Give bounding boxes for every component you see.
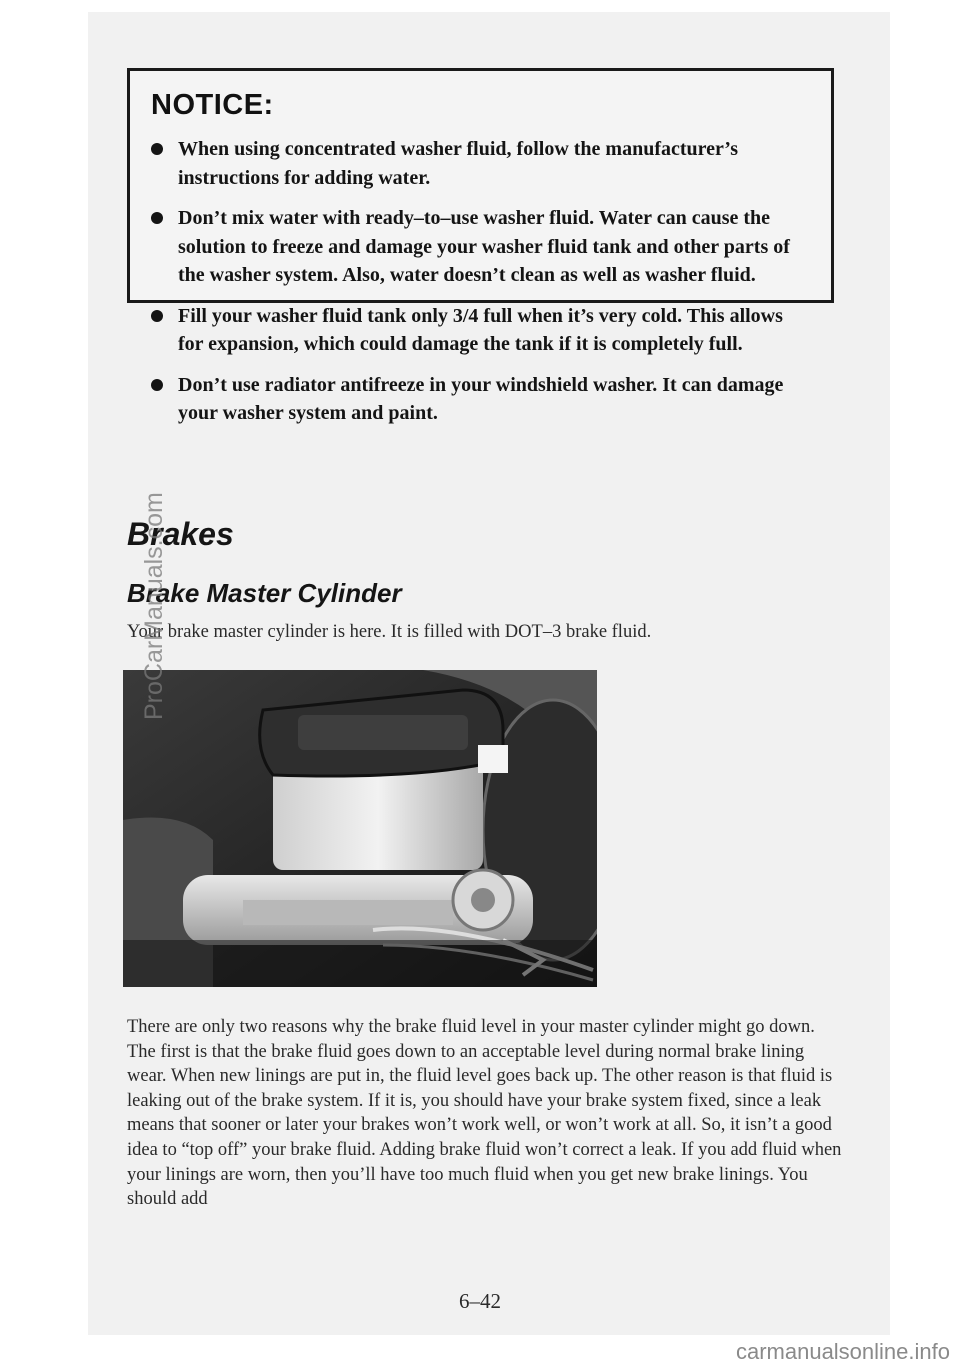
bullet-icon	[151, 379, 163, 391]
bullet-icon	[151, 143, 163, 155]
notice-item: When using concentrated washer fluid, follow the manufacturer’s instructions for adding water.	[130, 135, 831, 192]
body-text: There are only two reasons why the brake fluid level in your master cylinder might go down. The first is that the brake fluid goes down to an acceptable level during normal brake lining wear. When new linings are put in, the fluid level goes back up. The other reason is that fluid is leaking out of the brake system. If it is, you should have your brake system fixed, since a leak means that sooner or later your brakes won’t work well, or won’t work at all. So, it isn’t a good idea to “top off” your brake fluid. Adding brake fluid won’t correct a leak. If you add fluid when your linings are worn, then you’ll have too much fluid when you get new brake linings. You should add	[127, 1017, 842, 1210]
brake-master-cylinder-photo	[123, 670, 597, 987]
bullet-icon	[151, 310, 163, 322]
notice-list	[130, 135, 831, 440]
bottom-watermark: carmanualsonline.info	[735, 1339, 950, 1364]
notice-item: Fill your washer fluid tank only 3/4 full when it’s very cold. This allows for expansion, which could damage the tank if it is completely full.	[130, 302, 831, 359]
notice-title: NOTICE:	[151, 89, 274, 121]
bullet-icon	[151, 212, 163, 224]
page-number: 6–42	[459, 1289, 501, 1313]
brake-master-cylinder-image	[123, 670, 597, 987]
side-watermark: ProCarManuals.com	[140, 492, 168, 720]
notice-item: Don’t use radiator antifreeze in your windshield washer. It can damage your washer system and paint.	[130, 371, 831, 428]
notice-box	[127, 68, 834, 424]
section-title: Brakes	[127, 516, 234, 552]
intro-text: Your brake master cylinder is here. It is filled with DOT–3 brake fluid.	[127, 622, 652, 642]
subsection-title: Brake Master Cylinder	[127, 578, 402, 608]
notice-item: Don’t mix water with ready–to–use washer fluid. Water can cause the solution to freeze and damage your washer fluid tank and other parts of the washer system. Also, water doesn’t clean as well as washer fluid.	[130, 204, 831, 290]
